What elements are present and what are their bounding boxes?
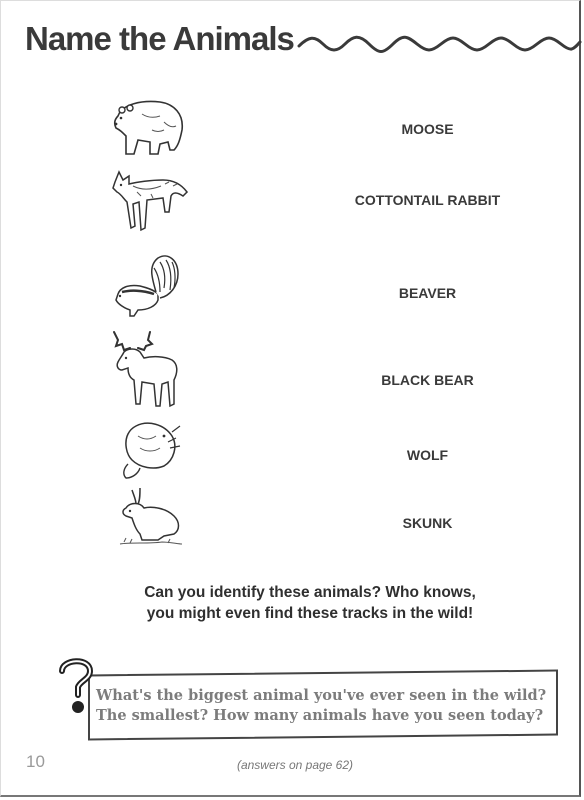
moose-icon [110, 328, 182, 410]
tip-line-1: What's the biggest animal you've ever seen in the wild? [96, 687, 547, 704]
beaver-icon [118, 418, 184, 480]
bear-icon [112, 96, 188, 158]
animal-name-skunk: SKUNK [402, 515, 453, 531]
animal-name-wolf: WOLF [406, 447, 449, 463]
question-line-1: Can you identify these animals? Who knows, [144, 584, 476, 601]
animal-name-beaver: BEAVER [398, 285, 457, 301]
answers-note: (answers on page 62) [236, 758, 354, 772]
wolf-icon [111, 168, 191, 236]
skunk-icon [112, 248, 182, 318]
animal-name-moose: MOOSE [401, 121, 454, 137]
animal-name-cottontail-rabbit: COTTONTAIL RABBIT [354, 192, 501, 208]
animal-name-black-bear: BLACK BEAR [381, 372, 474, 388]
page-number: 10 [26, 752, 45, 771]
question-prompt [110, 582, 510, 624]
squiggle-line-decoration [297, 32, 582, 62]
question-mark-icon [56, 655, 96, 717]
page-title: Name the Animals [25, 20, 294, 57]
question-line-2: you might even find these tracks in the wild! [146, 605, 474, 622]
tip-text [96, 686, 556, 726]
tip-line-2: The smallest? How many animals have you seen today? [96, 707, 544, 724]
rabbit-icon [118, 486, 184, 548]
